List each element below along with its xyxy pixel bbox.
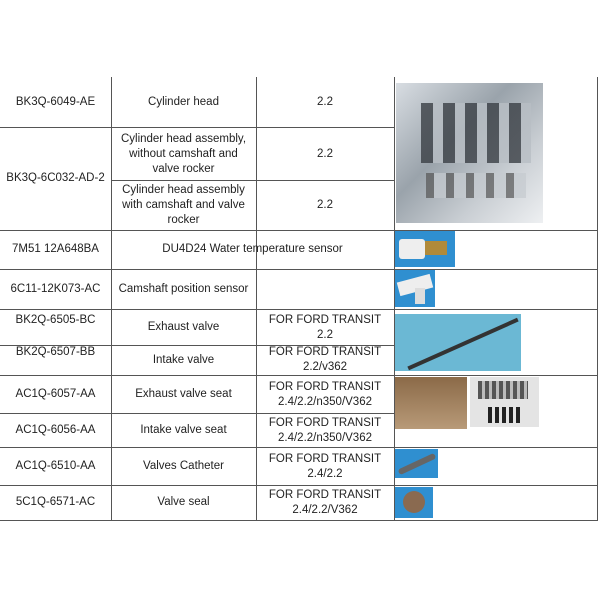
part-number: BK3Q-6C032-AD-2 — [6, 172, 105, 184]
part-name: Exhaust valve seat — [135, 387, 232, 400]
part-number: BK2Q-6507-BB — [15, 346, 96, 358]
part-name: Intake valve seat — [140, 423, 227, 436]
row-divider — [0, 520, 598, 521]
part-number: AC1Q-6057-AA — [15, 387, 96, 400]
valve-catheter-photo — [395, 449, 438, 478]
part-name: Cylinder head assembly, without camshaft and valve rocker — [120, 132, 247, 175]
application: 2.2 — [317, 199, 333, 211]
part-number: 5C1Q-6571-AC — [15, 496, 96, 508]
water-temperature-sensor-photo — [395, 231, 455, 267]
cylinder-head-photo — [396, 83, 543, 223]
part-name: Exhaust valve — [147, 320, 220, 333]
exhaust-valve-seat-photo — [395, 377, 467, 429]
part-number: AC1Q-6510-AA — [15, 459, 96, 472]
column-divider — [597, 77, 598, 521]
part-number: 7M51 12A648BA — [12, 243, 99, 255]
part-name: Intake valve — [152, 353, 215, 366]
part-name: Valve seal — [157, 496, 210, 508]
part-name: Cylinder head assembly with camshaft and valve rocker — [122, 184, 245, 226]
part-name: Cylinder head — [148, 95, 219, 108]
valve-seal-photo — [395, 487, 433, 518]
application: FOR FORD TRANSIT 2.2/v362 — [268, 346, 382, 373]
application: FOR FORD TRANSIT 2.4/2.2 — [268, 452, 382, 480]
application: FOR FORD TRANSIT 2.2 — [268, 313, 382, 341]
part-name: Valves Catheter — [143, 459, 224, 472]
part-number: 6C11-12K073-AC — [10, 282, 101, 295]
application: 2.2 — [317, 95, 333, 108]
application: FOR FORD TRANSIT 2.4/2.2/V362 — [268, 489, 382, 516]
application: FOR FORD TRANSIT 2.4/2.2/n350/V362 — [268, 416, 382, 444]
application: FOR FORD TRANSIT 2.4/2.2/n350/V362 — [268, 380, 382, 408]
part-name: Camshaft position sensor — [118, 282, 249, 295]
part-number: AC1Q-6056-AA — [15, 423, 96, 436]
camshaft-sensor-photo — [395, 270, 435, 307]
part-name: DU4D24 Water temperature sensor — [162, 243, 343, 255]
valve-photo — [395, 314, 521, 371]
intake-valve-seat-photo — [470, 377, 539, 427]
application: 2.2 — [317, 147, 333, 160]
part-number: BK3Q-6049-AE — [15, 95, 96, 108]
part-number: BK2Q-6505-BC — [15, 314, 96, 326]
